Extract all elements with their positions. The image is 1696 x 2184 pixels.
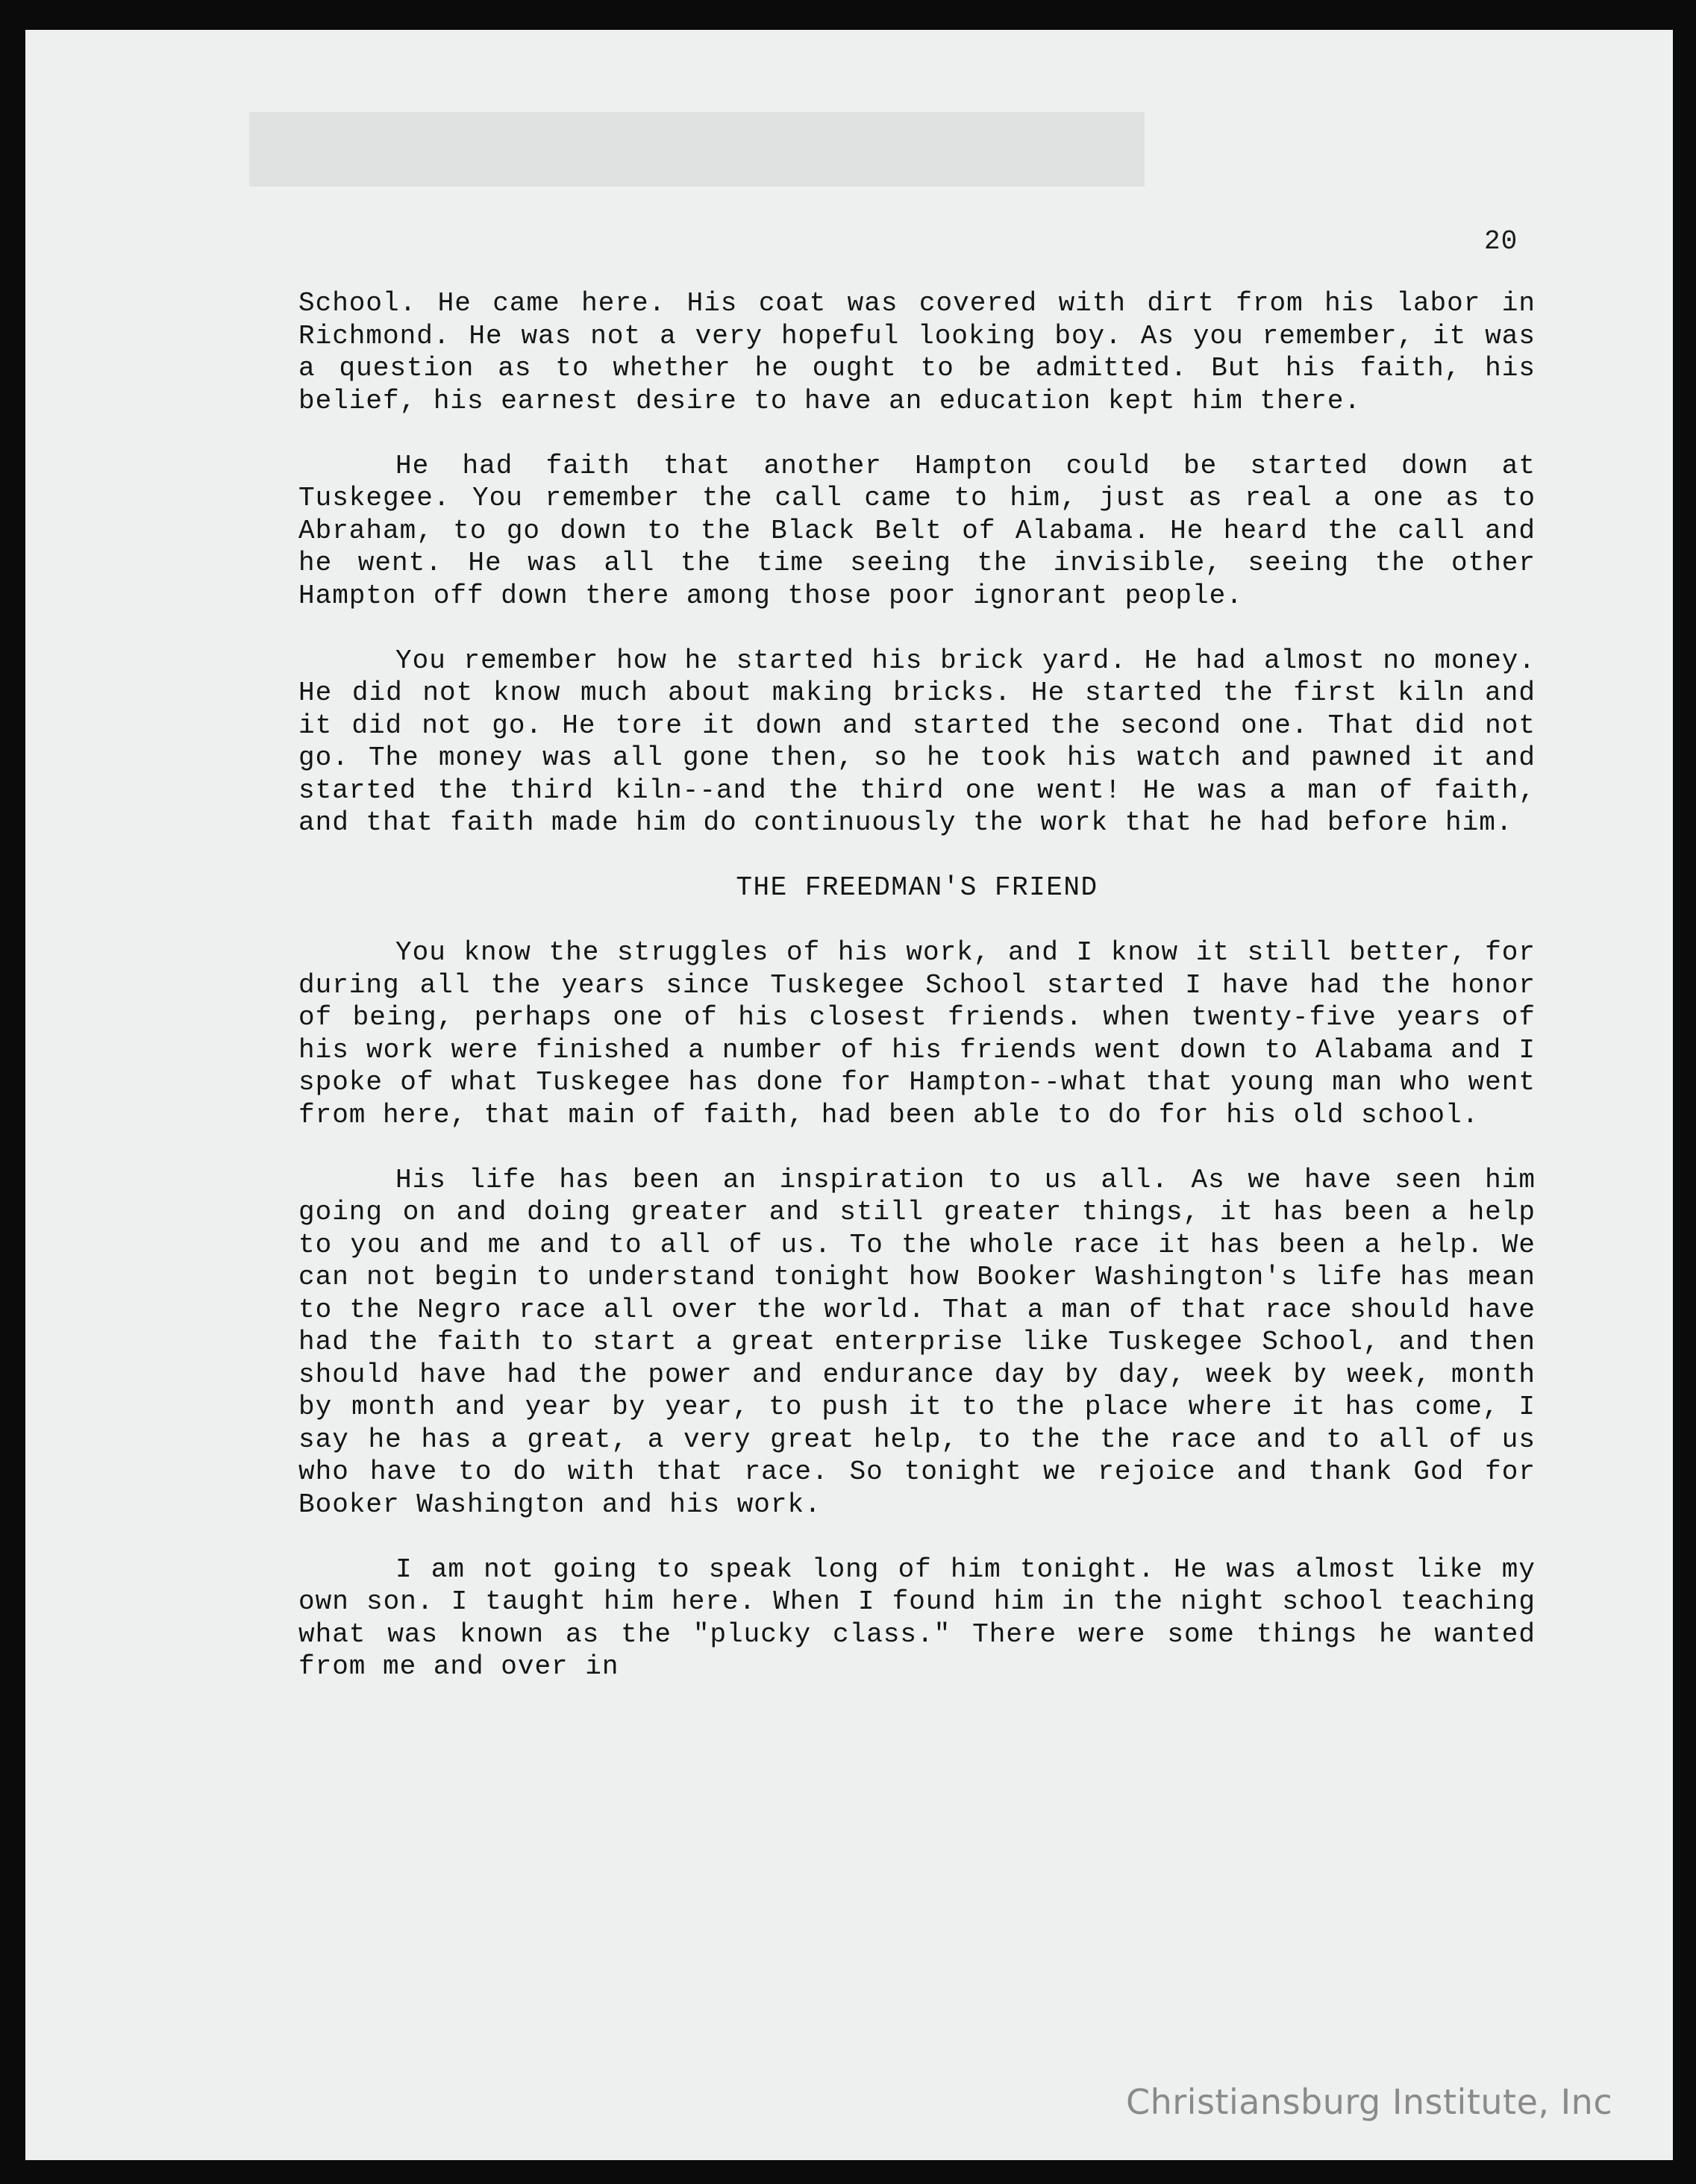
section-heading: THE FREEDMAN'S FRIEND	[736, 872, 1098, 903]
document-page	[25, 30, 1673, 2160]
paragraph: I am not going to speak long of him tonight. He was almost like my own son. I taught him here. When I found him in the night school teaching what was known as the "plucky class." There were some things he wanted from me and over in	[298, 1553, 1536, 1682]
paragraph: You know the struggles of his work, and I know it still better, for during all the years since Tuskegee School started I have had the honor of being, perhaps one of his closest friends. when twenty-five years of his work were finished a number of his friends went down to Alabama and I spoke of what Tuskegee has done for Hampton--what that young man who went from here, that main of faith, had been able to do for his old school.	[298, 937, 1536, 1130]
archive-watermark: Christiansburg Institute, Inc	[1126, 2082, 1613, 2122]
paragraph: His life has been an inspiration to us all. As we have seen him going on and doing greater and still greater things, it has been a help to you and me and to all of us. To the whole race it has been a help. We can not begin to understand tonight how Booker Washington's life has mean to the Negro race all over the world. That a man of that race should have had the faith to start a great enterprise like Tuskegee School, and then should have had the power and endurance day by day, week by week, month by month and year by year, to push it to the place where it has come, I say he has a great, a very great help, to the the race and to all of us who have to do with that race. So tonight we rejoice and thank God for Booker Washington and his work.	[298, 1164, 1536, 1520]
show-through-letterhead	[249, 97, 1145, 201]
page-number: 20	[1484, 226, 1518, 257]
paragraph: School. He came here. His coat was covered with dirt from his labor in Richmond. He was not a very hopeful looking boy. As you remember, it was a question as to whether he ought to be admitted. But his faith, his belief, his earnest desire to have an education kept him there.	[298, 288, 1536, 416]
document-body	[298, 287, 1536, 1715]
paragraph: He had faith that another Hampton could be started down at Tuskegee. You remember the call came to him, just as real a one as to Abraham, to go down to the Black Belt of Alabama. He heard the call and he went. He was all the time seeing the invisible, seeing the other Hampton off down there among those poor ignorant people.	[298, 450, 1536, 611]
paragraph: You remember how he started his brick yard. He had almost no money. He did not know much about making bricks. He started the first kiln and it did not go. He tore it down and started the second one. That did not go. The money was all gone then, so he took his watch and pawned it and started the third kiln--and the third one went! He was a man of faith, and that faith made him do continuously the work that he had before him.	[298, 645, 1536, 838]
